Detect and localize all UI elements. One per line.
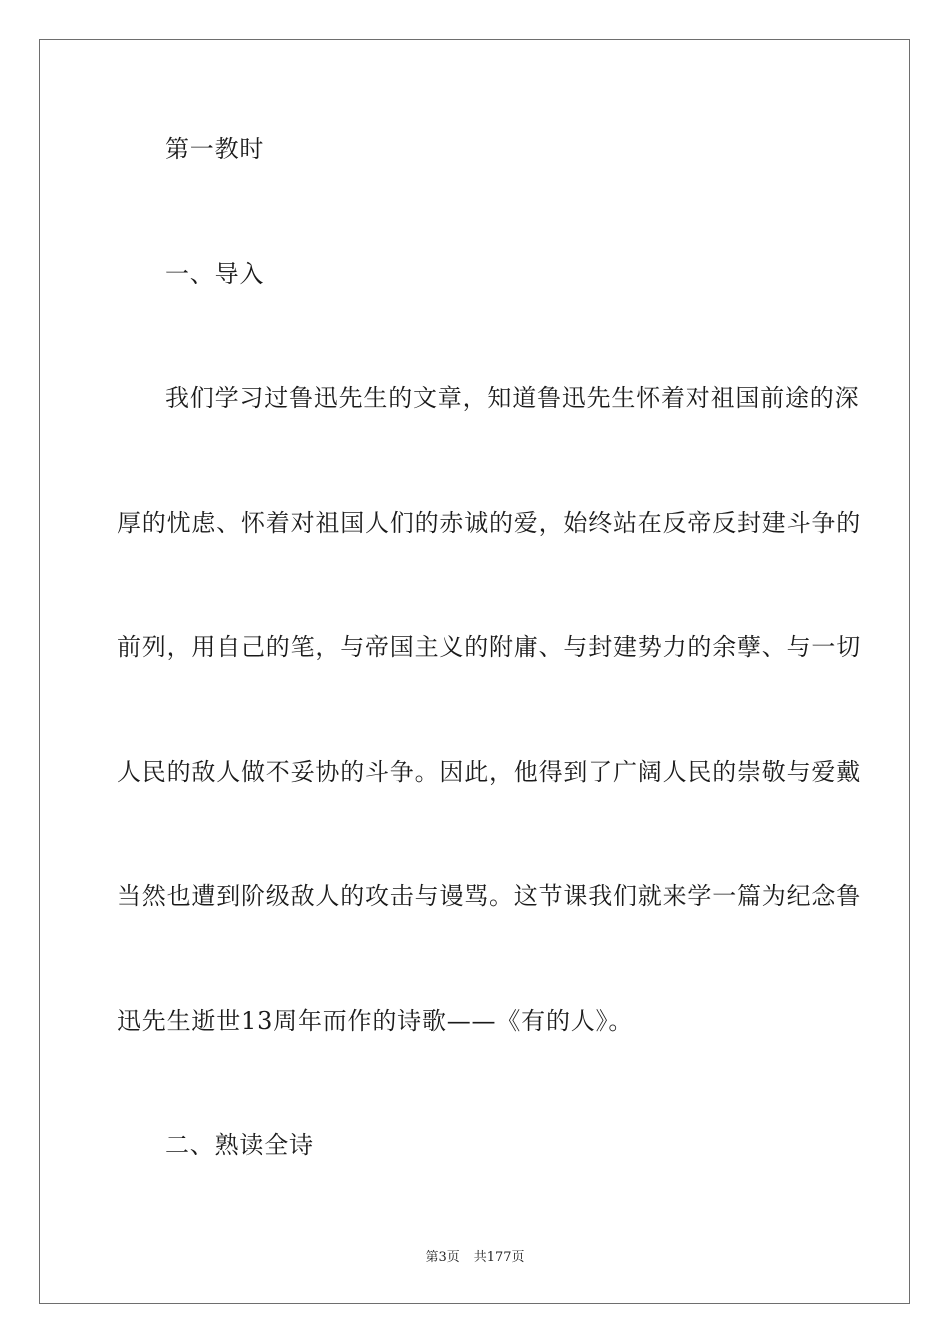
- paragraph-line: 前列，用自己的笔，与帝国主义的附庸、与封建势力的余孽、与一切: [117, 633, 861, 661]
- page-footer: [0, 1250, 950, 1266]
- page-total: 共177页: [473, 1250, 525, 1265]
- paragraph-line: 厚的忧虑、怀着对祖国人们的赤诚的爱，始终站在反帝反封建斗争的: [117, 509, 861, 537]
- paragraph-line: 迅先生逝世13周年而作的诗歌——《有的人》。: [117, 1007, 634, 1035]
- section-heading-introduction: 一、导入: [165, 260, 265, 288]
- page-number: 第3页: [425, 1250, 460, 1265]
- section-heading-first-lesson: 第一教时: [165, 135, 265, 163]
- page-border: [39, 39, 910, 1304]
- paragraph-line: 我们学习过鲁迅先生的文章，知道鲁迅先生怀着对祖国前途的深: [165, 384, 860, 412]
- section-heading-read-poem: 二、熟读全诗: [165, 1131, 314, 1159]
- paragraph-line: 当然也遭到阶级敌人的攻击与谩骂。这节课我们就来学一篇为纪念鲁: [117, 882, 861, 910]
- paragraph-line: 人民的敌人做不妥协的斗争。因此，他得到了广阔人民的崇敬与爱戴: [117, 758, 861, 786]
